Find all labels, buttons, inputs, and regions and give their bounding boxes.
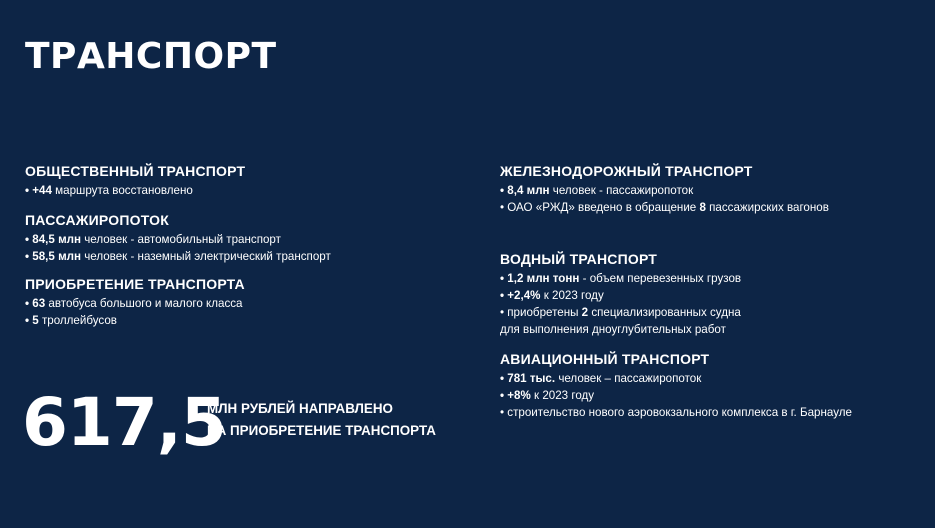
section-title: ЖЕЛЕЗНОДОРОЖНЫЙ ТРАНСПОРТ — [500, 163, 753, 179]
list-item: • ОАО «РЖД» введено в обращение 8 пассажирских вагонов — [500, 201, 829, 214]
public-transport-section — [25, 163, 245, 199]
list-item: • +8% к 2023 году — [500, 389, 595, 402]
section-title: ПАССАЖИРОПОТОК — [25, 212, 169, 228]
transport-purchase-section — [25, 276, 245, 329]
list-item: • 84,5 млн человек - автомобильный транспорт — [25, 233, 281, 246]
list-item: • 781 тыс. человек – пассажиропоток — [500, 372, 702, 385]
page-title: ТРАНСПОРТ — [25, 36, 277, 77]
list-item-continuation: для выполнения дноуглубительных работ — [500, 323, 726, 336]
list-item: • +2,4% к 2023 году — [500, 289, 604, 302]
section-title: ПРИОБРЕТЕНИЕ ТРАНСПОРТА — [25, 276, 245, 292]
section-title: ОБЩЕСТВЕННЫЙ ТРАНСПОРТ — [25, 163, 246, 179]
list-item: • приобретены 2 специализированных судна — [500, 306, 741, 319]
highlight-caption: МЛН РУБЛЕЙ НАПРАВЛЕНО НА ПРИОБРЕТЕНИЕ ТРАНСПОРТА — [207, 401, 436, 438]
list-item: • 58,5 млн человек - наземный электрический транспорт — [25, 250, 331, 263]
list-item: • 5 троллейбусов — [25, 314, 117, 327]
list-item: • 1,2 млн тонн - объем перевезенных грузов — [500, 272, 742, 285]
passenger-flow-section — [25, 212, 331, 265]
section-title: ВОДНЫЙ ТРАНСПОРТ — [500, 251, 658, 267]
section-title: АВИАЦИОННЫЙ ТРАНСПОРТ — [500, 351, 710, 367]
rail-transport-section — [500, 163, 829, 216]
list-item: • строительство нового аэровокзального комплекса в г. Барнауле — [500, 406, 852, 419]
list-item: • 8,4 млн человек - пассажиропоток — [500, 184, 694, 197]
highlight-number: 617,5 — [22, 384, 226, 461]
water-transport-section — [500, 251, 741, 338]
list-item: • 63 автобуса большого и малого класса — [25, 297, 243, 310]
list-item: • +44 маршрута восстановлено — [25, 184, 193, 197]
aviation-transport-section — [500, 351, 852, 421]
